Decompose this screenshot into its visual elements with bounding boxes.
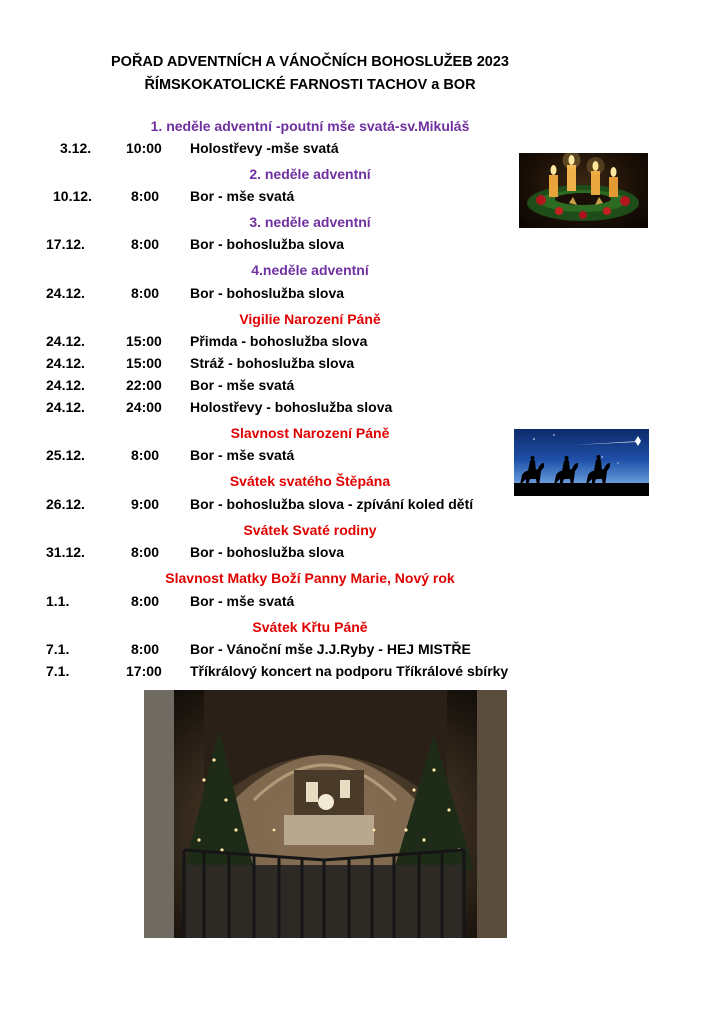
schedule-row (0, 543, 560, 561)
schedule-row (0, 139, 560, 157)
row-date: 7.1. (46, 641, 70, 657)
nativity-scene-image (144, 690, 507, 938)
row-text: Tříkrálový koncert na podporu Tříkrálové sbírky (190, 663, 509, 679)
row-date: 26.12. (46, 496, 85, 512)
row-time: 24:00 (126, 399, 162, 415)
schedule-row (0, 662, 560, 680)
row-time: 8:00 (131, 641, 160, 657)
row-text: Bor - mše svatá (190, 593, 295, 609)
schedule-row (0, 187, 560, 205)
section-heading: Vigilie Narození Páně (239, 311, 381, 327)
row-date: 31.12. (46, 544, 85, 560)
row-date: 24.12. (46, 285, 85, 301)
row-time: 8:00 (131, 544, 160, 560)
schedule-row (0, 376, 560, 394)
row-date: 17.12. (46, 236, 85, 252)
row-time: 10:00 (126, 140, 162, 156)
schedule-row (0, 354, 560, 372)
row-text: Bor - mše svatá (190, 377, 295, 393)
row-date: 10.12. (53, 188, 92, 204)
row-date: 24.12. (46, 333, 85, 349)
schedule-row (0, 332, 560, 350)
schedule-row (0, 495, 560, 513)
schedule-row (0, 446, 560, 464)
row-text: Bor - mše svatá (190, 188, 295, 204)
row-time: 15:00 (126, 355, 162, 371)
schedule-row (0, 398, 560, 416)
row-text: Bor - Vánoční mše J.J.Ryby - HEJ MISTŘE (190, 641, 471, 657)
section-heading: Slavnost Matky Boží Panny Marie, Nový rok (165, 570, 455, 586)
row-date: 1.1. (46, 593, 70, 609)
row-date: 7.1. (46, 663, 70, 679)
row-time: 17:00 (126, 663, 162, 679)
row-text: Bor - bohoslužba slova - zpívání koled dětí (190, 496, 474, 512)
schedule-row (0, 592, 560, 610)
section-heading: Svátek svatého Štěpána (229, 473, 391, 489)
schedule-row (0, 284, 560, 302)
row-date: 24.12. (46, 355, 85, 371)
advent-wreath-image (519, 153, 648, 228)
row-time: 8:00 (131, 447, 160, 463)
section-heading: 4.neděle adventní (251, 262, 369, 278)
row-time: 8:00 (131, 285, 160, 301)
row-time: 8:00 (131, 236, 160, 252)
row-time: 9:00 (131, 496, 160, 512)
row-text: Bor - bohoslužba slova (190, 285, 345, 301)
row-time: 8:00 (131, 593, 160, 609)
section-heading: Svátek Svaté rodiny (243, 522, 377, 538)
row-date: 24.12. (46, 399, 85, 415)
row-text: Bor - bohoslužba slova (190, 236, 345, 252)
section-heading: 3. neděle adventní (249, 214, 371, 230)
row-text: Stráž - bohoslužba slova (190, 355, 355, 371)
row-time: 8:00 (131, 188, 160, 204)
row-date: 25.12. (46, 447, 85, 463)
section-heading: 2. neděle adventní (249, 166, 371, 182)
row-text: Bor - bohoslužba slova (190, 544, 345, 560)
section-heading: 1. neděle adventní -poutní mše svatá-sv.Mikuláš (150, 118, 470, 134)
title-line-1: POŘAD ADVENTNÍCH A VÁNOČNÍCH BOHOSLUŽEB 2023 (111, 54, 509, 70)
three-kings-image (514, 429, 649, 496)
schedule-row (0, 640, 560, 658)
row-time: 15:00 (126, 333, 162, 349)
row-text: Přimda - bohoslužba slova (190, 333, 368, 349)
row-text: Holostřevy - bohoslužba slova (190, 399, 393, 415)
row-text: Bor - mše svatá (190, 447, 295, 463)
row-date: 24.12. (46, 377, 85, 393)
row-time: 22:00 (126, 377, 162, 393)
section-heading: Svátek Křtu Páně (252, 619, 368, 635)
title-line-2: ŘÍMSKOKATOLICKÉ FARNOSTI TACHOV a BOR (144, 77, 476, 93)
row-text: Holostřevy -mše svatá (190, 140, 339, 156)
row-date: 3.12. (60, 140, 92, 156)
schedule-row (0, 235, 560, 253)
section-heading: Slavnost Narození Páně (230, 425, 390, 441)
